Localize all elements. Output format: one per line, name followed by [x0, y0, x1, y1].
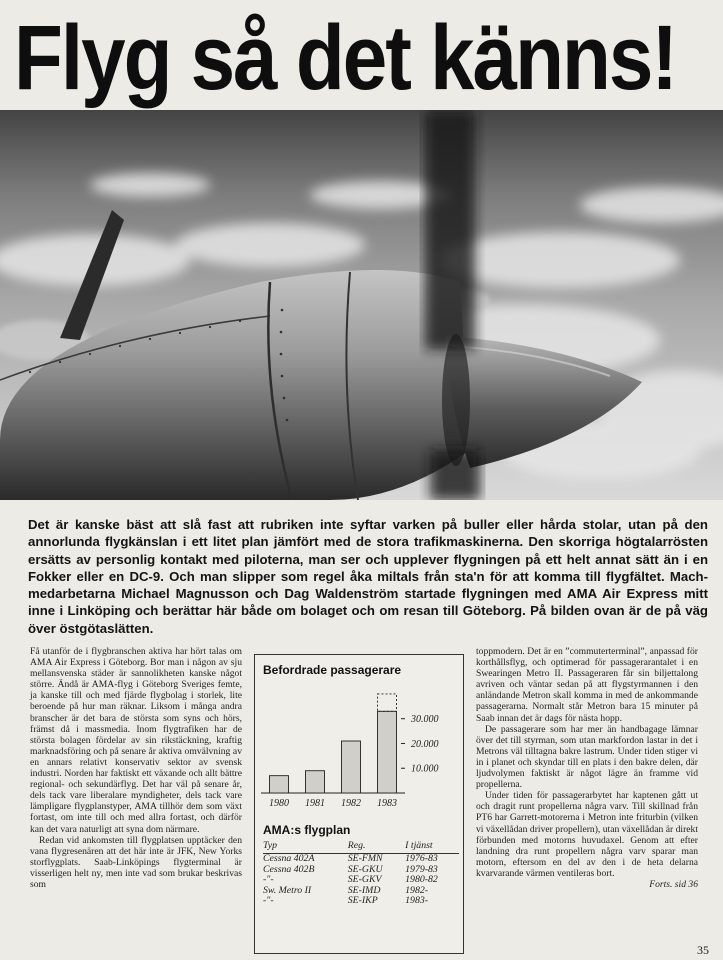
fleet-cell-reg: SE-FMN [347, 853, 383, 865]
bar-1983 [378, 711, 397, 793]
fleet-header-row [263, 841, 459, 854]
fleet-cell-reg: SE-IKP [347, 895, 378, 907]
fact-box [254, 654, 464, 954]
body-paragraph: Under tiden för passagerarbytet har kaptenen gått ut och dragit runt propellerna några varv. Till skillnad från PT6 har Garrett-motorerna i Metron inte friturbin (vilken vi växellådan driver propellern), utan växellådan är direkt förbunden med motorns huvudaxel. Genom att efter landning dra runt propellern några varv sparar man motorn, eftersom en del av den i de heta delarna kvarvarande värmen ventileras bort. [476, 790, 698, 879]
y-tick-label: 20.000 [411, 738, 439, 750]
x-tick-label: 1981 [305, 798, 325, 809]
fleet-title: AMA:s flygplan [263, 823, 351, 837]
fleet-header-service: I tjänst [405, 841, 459, 854]
fleet-cell-type: -"- [263, 874, 274, 886]
fleet-table [263, 841, 459, 906]
article-photo [0, 110, 723, 500]
passenger-bar-chart [255, 681, 463, 811]
fleet-cell-type: Cessna 402A [263, 853, 315, 865]
table-row [263, 896, 459, 906]
fleet-cell-service: 1976-83 [405, 853, 438, 865]
fleet-cell-service: 1979-83 [405, 863, 438, 875]
x-tick-label: 1982 [341, 798, 361, 809]
fleet-cell-reg: SE-IMD [347, 884, 381, 896]
fleet-cell-type: Cessna 402B [263, 863, 315, 875]
body-paragraph: Få utanför de i flygbranschen aktiva har hört talas om AMA Air Express i Göteborg. Bor man i någon av sju mellansvenska städer är sannolikheten kanske något större. Ändå är AMA-flyg i Göteborg Sveriges femte, ja kanske till och med fjärde flygbolag i storlek, lite beroende på hur man räknar. Liksom i många andra branscher är det bara de största som syns och hörs, främst då i massmedia. Inom flygtrafiken har de största bolagen fördelar av sin rikstäckning, kraftig marknadsföring och på senare år aktiva omvälvning av en annars relativt konservativ sektor av svensk industri. Norden har faktiskt ett växande och allt bättre regional- och sekundärflyg. Det har väl på senare år, dels tack vare liberalare myndigheter, dels tack vare lämpligare flygplanstyper, AMA tillhör dem som växt fortast, om inte till och med allra fortast, och därför kan det vara naturligt att syna dom närmare. [30, 646, 242, 835]
x-tick-label: 1983 [377, 798, 397, 809]
bar-1982 [342, 741, 361, 793]
body-column-right [476, 646, 698, 890]
chart-title: Befordrade passagerare [263, 663, 402, 677]
propeller-engine-photo [0, 110, 723, 500]
body-paragraph: De passagerare som har mer än handbagage lämnar över det till styrman, som utan markfordon lastar in det i Metrons väl tilltagna bakre lastrum. Under tiden stiger vi in i planet och skyndar till en plats i den bakre delen, där ljudvolymen faktiskt är något lägre än framme vid propellerna. [476, 723, 698, 791]
body-column-left [30, 646, 242, 890]
page-number: 35 [697, 943, 709, 957]
y-tick-label: 10.000 [411, 763, 439, 775]
bar-1981 [306, 771, 325, 793]
fleet-cell-type: -"- [263, 895, 274, 907]
bar-1980 [270, 776, 289, 793]
lead-paragraph: Det är kanske bäst att slå fast att rubriken inte syftar varken på buller eller hårda stolar, utan på den annorlunda flygkänslan i ett litet plan jämfört med de stora trafikmaskinerna. Den skorriga högtalarrösten ersätts av personlig kontakt med piloterna, man ser och upplever flygningen på ett helt annat sätt än i en Fokker eller en DC-9. Och man slipper som regel åka miltals från sta'n för att komma till flygfältet. Mach-medarbetarna Michael Magnusson och Dag Waldenström startade flygningen med AMA Air Express mitt inne i Linköping och berättar här både om bolaget och om resan till Göteborg. På bilden ovan är de på väg över östgötaslätten. [28, 517, 708, 636]
body-paragraph: Redan vid ankomsten till flygplatsen upptäcker den vana flygresenären att det här inte är JFK, New Yorks storflygplats. Saab-Linköpings flygterminal är visserligen helt ny, men inte vad som brukar beskrivas som [30, 834, 242, 890]
y-tick-label: 30.000 [411, 714, 439, 726]
continued-note: Forts. sid 36 [649, 878, 698, 890]
fleet-cell-service: 1982- [405, 884, 429, 896]
fleet-cell-reg: SE-GKU [347, 863, 383, 875]
projection-bar-1983 [378, 694, 397, 711]
fleet-cell-reg: SE-GKV [347, 874, 382, 886]
x-tick-label: 1980 [269, 798, 289, 809]
fleet-cell-type: Sw. Metro II [263, 884, 312, 896]
fleet-cell-service: 1983- [405, 895, 429, 907]
fleet-cell-service: 1980-82 [405, 874, 438, 886]
fleet-header-type: Typ [263, 841, 348, 854]
body-paragraph: toppmodern. Det är en ”commuterterminal”, anpassad för korthållsflyg, och optimerad för passagerarantalet i en Swearingen Metro II. Passageraren får sin biljettalong avriven och väntar sedan på att flygstyrmannen i den anländande Metron skall komma in med de ankommande passagerarna. Normalt står Metron bara 15 minuter på Saab innan det är dags för nästa hopp. [476, 646, 698, 724]
headline: Flyg så det känns! [14, 6, 676, 109]
fleet-header-reg: Reg. [348, 841, 405, 854]
